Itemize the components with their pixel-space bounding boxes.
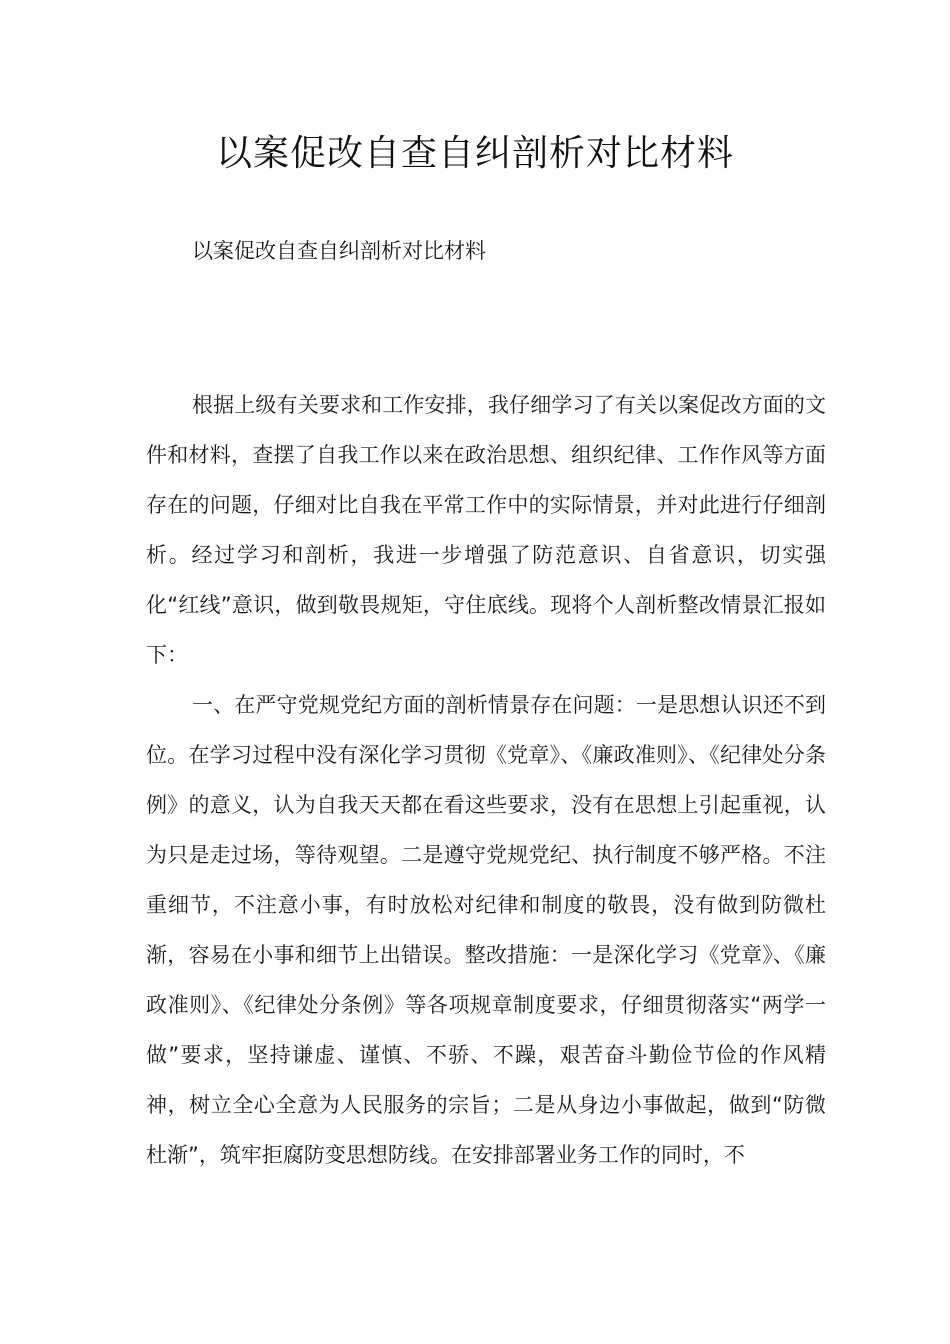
paragraph-section-1: 一、在严守党规党纪方面的剖析情景存在问题：一是思想认识还不到位。在学习过程中没有深化学习贯彻《党章》、《廉政准则》、《纪律处分条例》的意义，认为自我天天都在看这些要求，没有在思想上引起重视，认为只是走过场，等待观望。二是遵守党规党纪、执行制度不够严格。不注重细节，不注意小事，有时放松对纪律和制度的敬畏，没有做到防微杜渐，容易在小事和细节上出错误。整改措施：一是深化学习《党章》、《廉政准则》、《纪律处分条例》等各项规章制度要求，仔细贯彻落实“两学一做”要求，坚持谦虚、谨慎、不骄、不躁，艰苦奋斗勤俭节俭的作风精神，树立全心全意为人民服务的宗旨；二是从身边小事做起，做到“防微杜渐”，筑牢拒腐防变思想防线。在安排部署业务工作的同时，不: [146, 693, 826, 1167]
document-title: 以案促改自查自纠剖析对比材料: [215, 133, 734, 174]
paragraph-intro: 根据上级有关要求和工作安排，我仔细学习了有关以案促改方面的文件和材料，查摆了自我工作以来在政治思想、组织纪律、工作作风等方面存在的问题，仔细对比自我在平常工作中的实际情景，并对此进行仔细剖析。经过学习和剖析，我进一步增强了防范意识、自省意识，切实强化“红线”意识，做到敬畏规矩，守住底线。现将个人剖析整改情景汇报如下：: [146, 393, 826, 667]
document-subtitle: 以案促改自查自纠剖析对比材料: [192, 239, 486, 263]
document-body: [146, 380, 826, 1180]
